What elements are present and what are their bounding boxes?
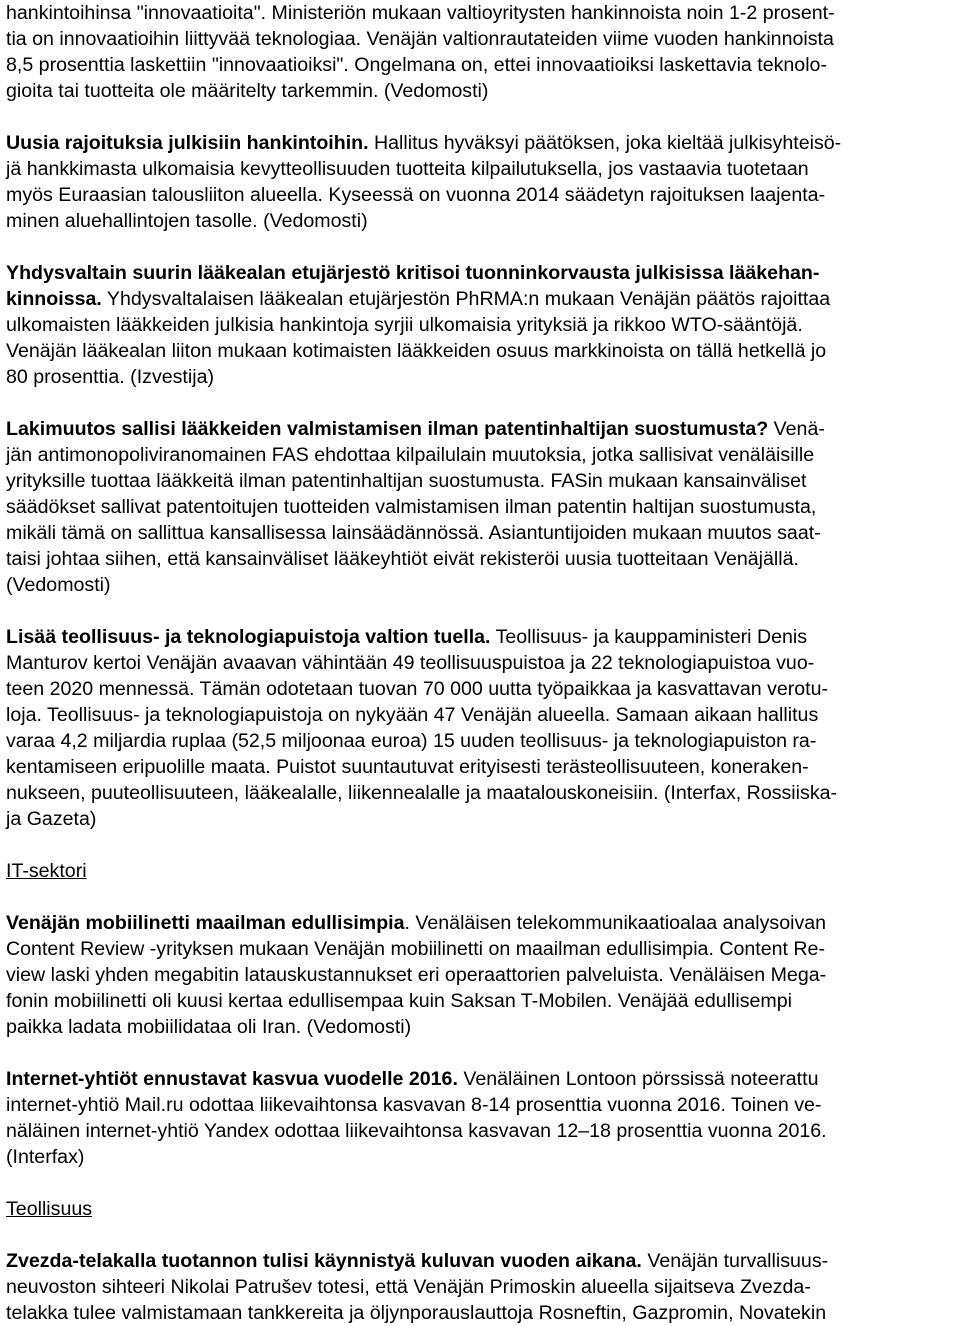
text-line xyxy=(6,910,826,936)
line-text: (Vedomosti) xyxy=(6,574,111,596)
headline-bold: Yhdysvaltain suurin lääkealan etujärjestö kritisoi tuonninkorvausta julkisissa lääkehan- xyxy=(6,262,820,284)
text-line xyxy=(6,754,809,780)
text-line xyxy=(6,546,799,572)
line-text: gioita tai tuotteita ole määritelty tarkemmin. (Vedomosti) xyxy=(6,80,489,102)
text-line xyxy=(6,156,809,182)
line-text: Manturov kertoi Venäjän avaavan vähintään 49 teollisuuspuistoa ja 22 teknologiapuistoa vuo- xyxy=(6,652,815,674)
line-text: Hallitus hyväksyi päätöksen, joka kieltää julkisyhteisö- xyxy=(368,132,842,154)
line-text: nukseen, puuteollisuuteen, lääkealalle, liikennealalle ja maatalouskoneisiin. (Interfax, Rossiiska- xyxy=(6,782,838,804)
line-text: Content Review -yrityksen mukaan Venäjän mobiilinetti on maailman edullisimpia. Content Re- xyxy=(6,938,825,960)
text-line xyxy=(6,442,814,468)
line-text: teen 2020 mennessä. Tämän odotetaan tuovan 70 000 uutta työpaikkaa ja kasvattavan verotu- xyxy=(6,678,829,700)
line-text: hankintoihinsa "innovaatioita". Ministeriön mukaan valtioyritysten hankinnoista noin 1-2 prosent- xyxy=(6,2,835,24)
text-line xyxy=(6,260,819,286)
text-line xyxy=(6,806,96,832)
headline-bold: Lakimuutos sallisi lääkkeiden valmistamisen ilman patentinhaltijan suostumusta? xyxy=(6,418,769,440)
section-heading xyxy=(6,858,87,884)
text-line xyxy=(6,780,837,806)
line-text: Venä- xyxy=(768,418,825,440)
line-text: myös Euraasian talousliiton alueella. Kyseessä on vuonna 2014 säädetyn rajoituksen laajenta- xyxy=(6,184,826,206)
headline-bold: Internet-yhtiöt ennustavat kasvua vuodelle 2016. xyxy=(6,1068,458,1090)
line-text: Venäläinen Lontoon pörssissä noteerattu xyxy=(457,1068,819,1090)
headline-bold: Zvezda-telakalla tuotannon tulisi käynnistyä kuluvan vuoden aikana. xyxy=(6,1250,642,1272)
text-line xyxy=(6,468,807,494)
text-line xyxy=(6,936,825,962)
section-title: IT-sektori xyxy=(6,860,87,882)
line-text: minen aluehallintojen tasolle. (Vedomosti) xyxy=(6,210,368,232)
headline-bold: Uusia rajoituksia julkisiin hankintoihin. xyxy=(6,132,369,154)
text-line xyxy=(6,208,368,234)
text-line xyxy=(6,1118,827,1144)
line-text: view laski yhden megabitin latauskustannukset eri operaattorien palveluista. Venäläisen Mega- xyxy=(6,964,827,986)
line-text: yrityksille tuottaa lääkkeitä ilman patentinhaltijan suostumusta. FASin mukaan kansainväliset xyxy=(6,470,807,492)
text-line xyxy=(6,338,826,364)
line-text: Yhdysvaltalaisen lääkealan etujärjestön PhRMA:n mukaan Venäjän päätös rajoittaa xyxy=(101,288,831,310)
line-text: säädökset sallivat patentoitujen tuotteiden valmistamisen ilman patentin haltijan suostumusta, xyxy=(6,496,817,518)
text-line xyxy=(6,416,825,442)
text-line xyxy=(6,1066,818,1092)
text-line xyxy=(6,312,803,338)
section-heading xyxy=(6,1196,92,1222)
line-text: mikäli tämä on sallittua kansallisessa lainsäädännössä. Asiantuntijoiden mukaan muutos saat- xyxy=(6,522,821,544)
line-text: taisi johtaa siihen, että kansainväliset lääkeyhtiöt eivät rekisteröi uusia tuotteitaan Venäjällä. xyxy=(6,548,799,570)
text-line xyxy=(6,1274,811,1300)
line-text: paikka ladata mobiilidataa oli Iran. (Vedomosti) xyxy=(6,1016,412,1038)
line-text: tia on innovaatioihin liittyvää teknologiaa. Venäjän valtionrautateiden viime vuoden hankinnoista xyxy=(6,28,834,50)
section-title: Teollisuus xyxy=(6,1198,93,1220)
line-text: internet-yhtiö Mail.ru odottaa liikevaihtonsa kasvavan 8-14 prosenttia vuonna 2016. Toinen ve- xyxy=(6,1094,822,1116)
line-text: jä hankkimasta ulkomaisia kevytteollisuuden tuotteita kilpailutuksella, jos vastaavia tuotetaan xyxy=(6,158,809,180)
headline-bold: Venäjän mobiilinetti maailman edullisimpia xyxy=(6,912,405,934)
line-text: Venäjän turvallisuus- xyxy=(641,1250,829,1272)
text-line xyxy=(6,182,825,208)
text-line xyxy=(6,676,828,702)
text-line xyxy=(6,1248,828,1274)
text-line xyxy=(6,650,814,676)
text-line xyxy=(6,1144,84,1170)
text-line xyxy=(6,1014,411,1040)
text-line xyxy=(6,364,214,390)
line-text: neuvoston sihteeri Nikolai Patrušev totesi, että Venäjän Primoskin alueella sijaitseva Zvezda- xyxy=(6,1276,811,1298)
text-line xyxy=(6,702,818,728)
text-line xyxy=(6,624,807,650)
text-line xyxy=(6,78,488,104)
text-line xyxy=(6,130,841,156)
text-line xyxy=(6,0,835,26)
headline-bold: Lisää teollisuus- ja teknologiapuistoja valtion tuella. xyxy=(6,626,491,648)
line-text: loja. Teollisuus- ja teknologiapuistoja on nykyään 47 Venäjän alueella. Samaan aikaan hallitus xyxy=(6,704,819,726)
line-text: varaa 4,2 miljardia ruplaa (52,5 miljoonaa euroa) 15 uuden teollisuus- ja teknologiapuiston ra- xyxy=(6,730,817,752)
text-line xyxy=(6,988,792,1014)
text-line xyxy=(6,494,816,520)
line-text: Venäjän lääkealan liiton mukaan kotimaisten lääkkeiden osuus markkinoista on tällä hetkellä jo xyxy=(6,340,827,362)
text-line xyxy=(6,572,111,598)
line-text: ulkomaisten lääkkeiden julkisia hankintoja syrjii ulkomaisia yrityksiä ja rikkoo WTO-sääntöjä. xyxy=(6,314,803,336)
line-text: fonin mobiilinetti oli kuusi kertaa edullisempaa kuin Saksan T-Mobilen. Venäjää edullisempi xyxy=(6,990,793,1012)
text-line xyxy=(6,520,821,546)
line-text: telakka tulee valmistamaan tankkereita ja öljynporauslauttoja Rosneftin, Gazpromin, Novatekin xyxy=(6,1302,827,1324)
line-text: jän antimonopoliviranomainen FAS ehdottaa kilpailulain muutoksia, jotka sallisivat venäläisille xyxy=(6,444,815,466)
line-text: (Interfax) xyxy=(6,1146,85,1168)
text-line xyxy=(6,728,816,754)
line-text: 8,5 prosenttia laskettiin "innovaatioiksi". Ongelmana on, ettei innovaatioiksi laskettavia teknolo- xyxy=(6,54,827,76)
line-text: 80 prosenttia. (Izvestija) xyxy=(6,366,215,388)
text-line xyxy=(6,962,826,988)
line-text: Teollisuus- ja kauppaministeri Denis xyxy=(490,626,808,648)
line-text: näläinen internet-yhtiö Yandex odottaa liikevaihtonsa kasvavan 12–18 prosenttia vuonna 2016. xyxy=(6,1120,827,1142)
text-line xyxy=(6,52,827,78)
line-text: ja Gazeta) xyxy=(6,808,97,830)
text-line xyxy=(6,1092,821,1118)
headline-bold: kinnoissa. xyxy=(6,288,102,310)
text-line xyxy=(6,286,830,312)
line-text: . Venäläisen telekommunikaatioalaa analysoivan xyxy=(404,912,827,934)
line-text: kentamiseen eripuolille maata. Puistot suuntautuvat erityisesti terästeollisuuteen, koneraken- xyxy=(6,756,809,778)
text-line xyxy=(6,26,834,52)
text-line xyxy=(6,1300,826,1326)
